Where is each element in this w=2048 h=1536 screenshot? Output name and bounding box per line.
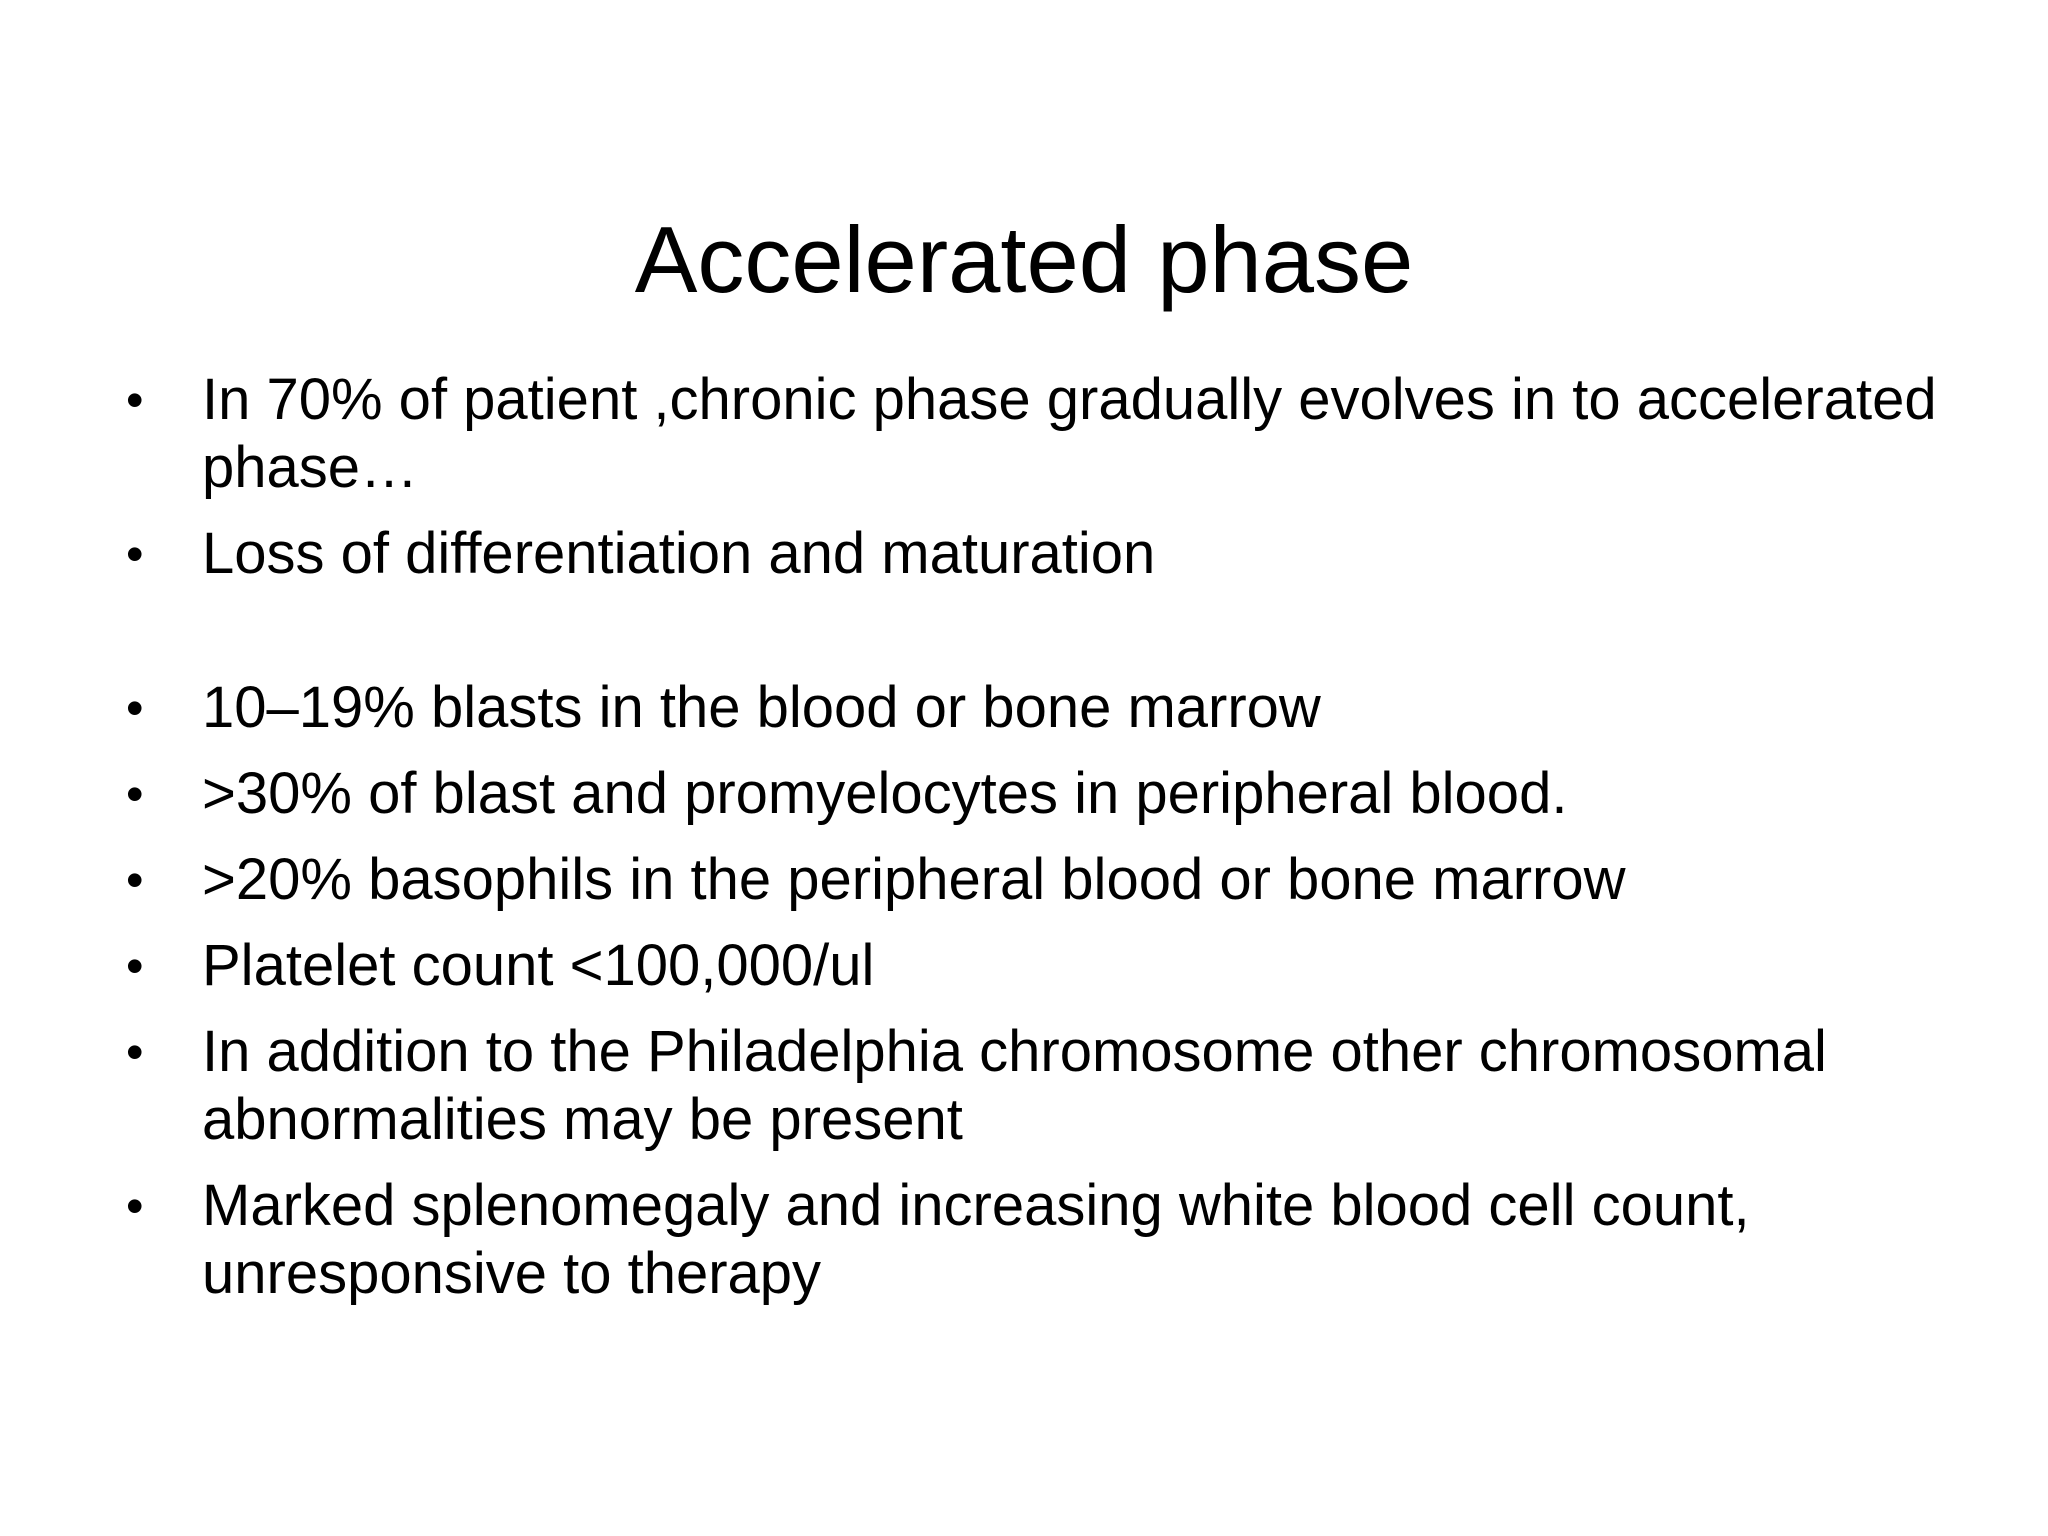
bullet-dot-icon: • [126, 938, 144, 994]
bullet-text: Marked splenomegaly and increasing white blood cell count, unresponsive to therapy [202, 1173, 1750, 1306]
bullet-dot-icon: • [126, 372, 144, 428]
bullet-text: 10–19% blasts in the blood or bone marrow [202, 675, 1321, 740]
bullet-item [120, 366, 1940, 502]
bullet-dot-icon: • [126, 1024, 144, 1080]
bullet-item [120, 846, 1940, 914]
bullet-dot-icon: • [126, 1178, 144, 1234]
slide-title: Accelerated phase [634, 207, 1414, 312]
bullet-item [120, 674, 1940, 742]
bullet-text: Loss of differentiation and maturation [202, 521, 1156, 586]
bullet-dot-icon: • [126, 680, 144, 736]
bullet-item [120, 520, 1940, 588]
bullet-dot-icon: • [126, 852, 144, 908]
bullet-list [120, 366, 1940, 1326]
bullet-text: In 70% of patient ,chronic phase gradually evolves in to accelerated phase… [202, 367, 1937, 500]
bullet-dot-icon: • [126, 766, 144, 822]
bullet-text: >30% of blast and promyelocytes in peripheral blood. [202, 761, 1568, 826]
bullet-item [120, 760, 1940, 828]
bullet-text: In addition to the Philadelphia chromosome other chromosomal abnormalities may be present [202, 1019, 1827, 1152]
bullet-item [120, 1018, 1940, 1154]
bullet-dot-icon: • [126, 526, 144, 582]
bullet-text: Platelet count <100,000/ul [202, 933, 875, 998]
bullet-text: >20% basophils in the peripheral blood or bone marrow [202, 847, 1626, 912]
bullet-item [120, 1172, 1940, 1308]
bullet-item [120, 932, 1940, 1000]
